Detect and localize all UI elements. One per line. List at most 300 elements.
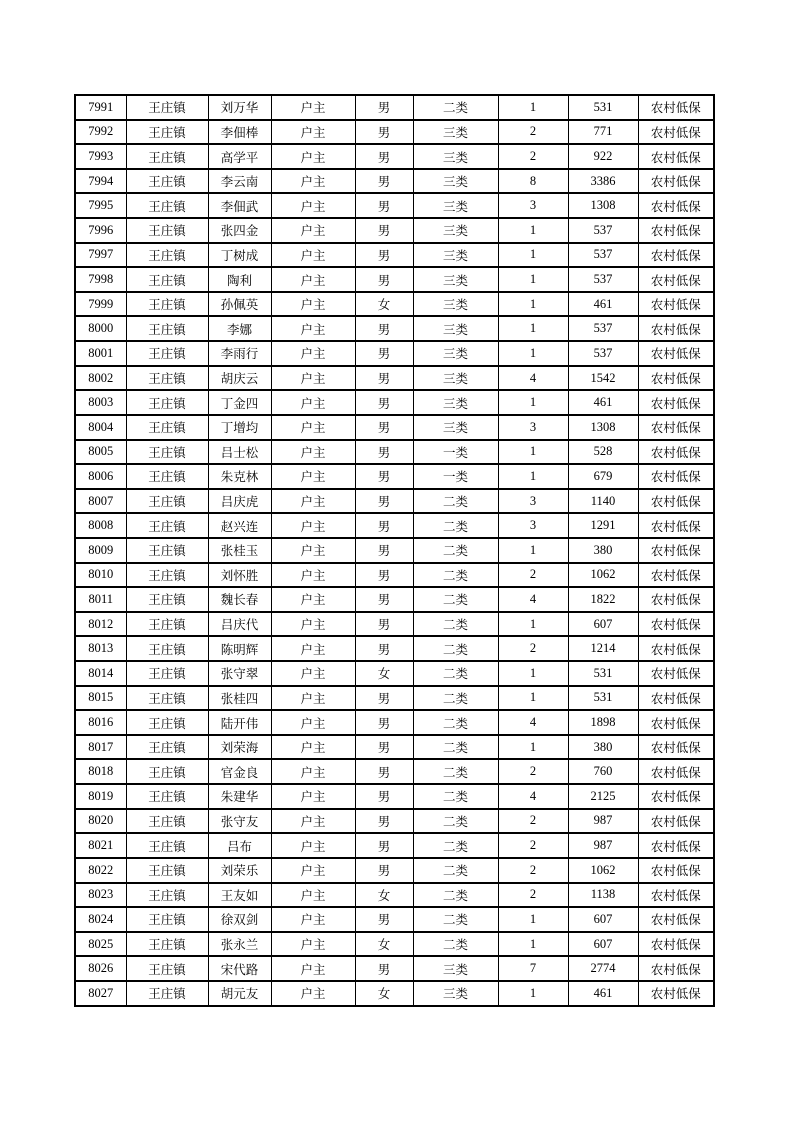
cell-gender: 男 <box>355 144 413 169</box>
cell-type: 农村低保 <box>638 316 714 341</box>
cell-members: 2 <box>498 858 568 883</box>
cell-id: 8002 <box>75 366 126 391</box>
cell-type: 农村低保 <box>638 415 714 440</box>
cell-type: 农村低保 <box>638 489 714 514</box>
cell-role: 户主 <box>271 563 355 588</box>
cell-type: 农村低保 <box>638 735 714 760</box>
cell-gender: 男 <box>355 120 413 145</box>
cell-role: 户主 <box>271 243 355 268</box>
cell-role: 户主 <box>271 513 355 538</box>
cell-id: 8019 <box>75 784 126 809</box>
cell-id: 8000 <box>75 316 126 341</box>
cell-id: 8025 <box>75 932 126 957</box>
cell-id: 7997 <box>75 243 126 268</box>
cell-name: 李雨行 <box>208 341 271 366</box>
cell-amount: 3386 <box>568 169 638 194</box>
cell-gender: 男 <box>355 686 413 711</box>
table-row <box>75 956 714 981</box>
cell-name: 陶利 <box>208 267 271 292</box>
cell-name: 王友如 <box>208 883 271 908</box>
cell-gender: 男 <box>355 587 413 612</box>
cell-role: 户主 <box>271 440 355 465</box>
cell-name: 吕布 <box>208 833 271 858</box>
cell-role: 户主 <box>271 120 355 145</box>
cell-gender: 男 <box>355 833 413 858</box>
cell-gender: 男 <box>355 710 413 735</box>
cell-amount: 771 <box>568 120 638 145</box>
cell-role: 户主 <box>271 858 355 883</box>
table-row <box>75 759 714 784</box>
cell-role: 户主 <box>271 587 355 612</box>
cell-type: 农村低保 <box>638 784 714 809</box>
cell-amount: 380 <box>568 735 638 760</box>
cell-category: 三类 <box>413 956 498 981</box>
table-row <box>75 267 714 292</box>
cell-amount: 1308 <box>568 193 638 218</box>
cell-amount: 537 <box>568 267 638 292</box>
cell-id: 8005 <box>75 440 126 465</box>
cell-category: 三类 <box>413 243 498 268</box>
cell-name: 吕庆代 <box>208 612 271 637</box>
cell-gender: 女 <box>355 981 413 1006</box>
cell-name: 张桂玉 <box>208 538 271 563</box>
cell-role: 户主 <box>271 686 355 711</box>
cell-amount: 461 <box>568 981 638 1006</box>
cell-category: 一类 <box>413 464 498 489</box>
cell-gender: 男 <box>355 218 413 243</box>
table-body <box>75 95 714 1006</box>
cell-id: 8023 <box>75 883 126 908</box>
cell-category: 三类 <box>413 366 498 391</box>
cell-town: 王庄镇 <box>126 833 208 858</box>
cell-gender: 女 <box>355 292 413 317</box>
cell-gender: 男 <box>355 538 413 563</box>
cell-amount: 607 <box>568 907 638 932</box>
cell-type: 农村低保 <box>638 636 714 661</box>
cell-role: 户主 <box>271 883 355 908</box>
table-row <box>75 120 714 145</box>
cell-members: 1 <box>498 218 568 243</box>
cell-category: 二类 <box>413 612 498 637</box>
cell-gender: 男 <box>355 563 413 588</box>
cell-members: 1 <box>498 661 568 686</box>
cell-category: 二类 <box>413 95 498 120</box>
cell-role: 户主 <box>271 341 355 366</box>
table-row <box>75 784 714 809</box>
cell-name: 陈明辉 <box>208 636 271 661</box>
cell-role: 户主 <box>271 833 355 858</box>
table-row <box>75 144 714 169</box>
cell-id: 8011 <box>75 587 126 612</box>
cell-town: 王庄镇 <box>126 759 208 784</box>
cell-type: 农村低保 <box>638 661 714 686</box>
cell-town: 王庄镇 <box>126 366 208 391</box>
cell-type: 农村低保 <box>638 218 714 243</box>
cell-category: 三类 <box>413 316 498 341</box>
cell-category: 二类 <box>413 759 498 784</box>
table-row <box>75 686 714 711</box>
cell-gender: 男 <box>355 956 413 981</box>
cell-name: 官金良 <box>208 759 271 784</box>
cell-members: 4 <box>498 784 568 809</box>
cell-role: 户主 <box>271 661 355 686</box>
cell-gender: 男 <box>355 267 413 292</box>
cell-id: 8009 <box>75 538 126 563</box>
cell-town: 王庄镇 <box>126 390 208 415</box>
cell-role: 户主 <box>271 218 355 243</box>
cell-name: 吕庆虎 <box>208 489 271 514</box>
cell-category: 二类 <box>413 538 498 563</box>
cell-name: 张守翠 <box>208 661 271 686</box>
cell-members: 2 <box>498 759 568 784</box>
cell-name: 孙佩英 <box>208 292 271 317</box>
cell-type: 农村低保 <box>638 95 714 120</box>
cell-category: 三类 <box>413 415 498 440</box>
cell-amount: 987 <box>568 833 638 858</box>
table-row <box>75 661 714 686</box>
cell-type: 农村低保 <box>638 267 714 292</box>
cell-gender: 男 <box>355 390 413 415</box>
cell-members: 1 <box>498 735 568 760</box>
cell-type: 农村低保 <box>638 612 714 637</box>
cell-role: 户主 <box>271 169 355 194</box>
cell-town: 王庄镇 <box>126 218 208 243</box>
cell-name: 刘怀胜 <box>208 563 271 588</box>
cell-town: 王庄镇 <box>126 809 208 834</box>
cell-type: 农村低保 <box>638 440 714 465</box>
table-row <box>75 907 714 932</box>
cell-id: 8001 <box>75 341 126 366</box>
subsistence-allowance-table <box>74 94 715 1007</box>
table-row <box>75 612 714 637</box>
cell-id: 7992 <box>75 120 126 145</box>
table-row <box>75 95 714 120</box>
cell-gender: 男 <box>355 735 413 760</box>
cell-amount: 531 <box>568 661 638 686</box>
table-row <box>75 366 714 391</box>
cell-amount: 1822 <box>568 587 638 612</box>
cell-role: 户主 <box>271 735 355 760</box>
table-row <box>75 440 714 465</box>
cell-town: 王庄镇 <box>126 907 208 932</box>
cell-town: 王庄镇 <box>126 513 208 538</box>
cell-town: 王庄镇 <box>126 341 208 366</box>
cell-role: 户主 <box>271 415 355 440</box>
cell-type: 农村低保 <box>638 587 714 612</box>
cell-name: 李佃武 <box>208 193 271 218</box>
cell-role: 户主 <box>271 612 355 637</box>
cell-id: 8012 <box>75 612 126 637</box>
cell-town: 王庄镇 <box>126 784 208 809</box>
cell-members: 2 <box>498 144 568 169</box>
cell-type: 农村低保 <box>638 759 714 784</box>
cell-category: 二类 <box>413 686 498 711</box>
cell-town: 王庄镇 <box>126 587 208 612</box>
cell-town: 王庄镇 <box>126 612 208 637</box>
cell-amount: 2125 <box>568 784 638 809</box>
cell-amount: 380 <box>568 538 638 563</box>
cell-category: 二类 <box>413 710 498 735</box>
cell-id: 8006 <box>75 464 126 489</box>
cell-id: 8022 <box>75 858 126 883</box>
cell-id: 8027 <box>75 981 126 1006</box>
cell-amount: 1138 <box>568 883 638 908</box>
cell-members: 1 <box>498 292 568 317</box>
cell-name: 李娜 <box>208 316 271 341</box>
cell-category: 二类 <box>413 587 498 612</box>
cell-members: 2 <box>498 833 568 858</box>
cell-town: 王庄镇 <box>126 316 208 341</box>
cell-type: 农村低保 <box>638 292 714 317</box>
cell-members: 1 <box>498 612 568 637</box>
cell-name: 张四金 <box>208 218 271 243</box>
cell-name: 丁金四 <box>208 390 271 415</box>
cell-role: 户主 <box>271 636 355 661</box>
cell-amount: 461 <box>568 390 638 415</box>
cell-type: 农村低保 <box>638 120 714 145</box>
cell-category: 二类 <box>413 809 498 834</box>
cell-members: 3 <box>498 489 568 514</box>
cell-id: 8014 <box>75 661 126 686</box>
cell-category: 一类 <box>413 440 498 465</box>
cell-id: 8007 <box>75 489 126 514</box>
cell-role: 户主 <box>271 932 355 957</box>
cell-amount: 760 <box>568 759 638 784</box>
cell-gender: 男 <box>355 636 413 661</box>
cell-name: 朱克林 <box>208 464 271 489</box>
cell-category: 二类 <box>413 883 498 908</box>
cell-id: 7995 <box>75 193 126 218</box>
cell-role: 户主 <box>271 784 355 809</box>
cell-members: 8 <box>498 169 568 194</box>
cell-type: 农村低保 <box>638 464 714 489</box>
cell-id: 7994 <box>75 169 126 194</box>
cell-amount: 679 <box>568 464 638 489</box>
cell-role: 户主 <box>271 144 355 169</box>
cell-role: 户主 <box>271 193 355 218</box>
cell-members: 2 <box>498 120 568 145</box>
cell-id: 7991 <box>75 95 126 120</box>
cell-id: 8008 <box>75 513 126 538</box>
cell-type: 农村低保 <box>638 833 714 858</box>
cell-name: 刘荣乐 <box>208 858 271 883</box>
cell-category: 三类 <box>413 341 498 366</box>
cell-gender: 女 <box>355 661 413 686</box>
cell-role: 户主 <box>271 538 355 563</box>
cell-gender: 男 <box>355 759 413 784</box>
cell-id: 7996 <box>75 218 126 243</box>
cell-name: 赵兴连 <box>208 513 271 538</box>
cell-category: 二类 <box>413 858 498 883</box>
cell-amount: 1062 <box>568 563 638 588</box>
table-row <box>75 710 714 735</box>
cell-category: 三类 <box>413 120 498 145</box>
cell-town: 王庄镇 <box>126 883 208 908</box>
cell-town: 王庄镇 <box>126 193 208 218</box>
table-row <box>75 316 714 341</box>
cell-town: 王庄镇 <box>126 563 208 588</box>
cell-members: 1 <box>498 464 568 489</box>
cell-name: 高学平 <box>208 144 271 169</box>
cell-members: 4 <box>498 710 568 735</box>
table-row <box>75 735 714 760</box>
cell-amount: 537 <box>568 218 638 243</box>
cell-gender: 女 <box>355 932 413 957</box>
cell-name: 朱建华 <box>208 784 271 809</box>
cell-role: 户主 <box>271 759 355 784</box>
cell-gender: 男 <box>355 341 413 366</box>
cell-category: 二类 <box>413 513 498 538</box>
cell-town: 王庄镇 <box>126 243 208 268</box>
cell-members: 2 <box>498 636 568 661</box>
cell-id: 8018 <box>75 759 126 784</box>
cell-members: 1 <box>498 95 568 120</box>
cell-role: 户主 <box>271 710 355 735</box>
cell-members: 1 <box>498 686 568 711</box>
cell-town: 王庄镇 <box>126 661 208 686</box>
cell-category: 三类 <box>413 193 498 218</box>
cell-members: 1 <box>498 907 568 932</box>
cell-role: 户主 <box>271 95 355 120</box>
cell-type: 农村低保 <box>638 243 714 268</box>
cell-name: 陆开伟 <box>208 710 271 735</box>
cell-gender: 男 <box>355 858 413 883</box>
table-row <box>75 390 714 415</box>
cell-amount: 1062 <box>568 858 638 883</box>
cell-type: 农村低保 <box>638 538 714 563</box>
cell-members: 3 <box>498 513 568 538</box>
cell-town: 王庄镇 <box>126 858 208 883</box>
cell-town: 王庄镇 <box>126 292 208 317</box>
cell-id: 8026 <box>75 956 126 981</box>
cell-name: 张守友 <box>208 809 271 834</box>
cell-id: 8024 <box>75 907 126 932</box>
cell-role: 户主 <box>271 464 355 489</box>
cell-members: 1 <box>498 440 568 465</box>
cell-name: 徐双剑 <box>208 907 271 932</box>
cell-amount: 537 <box>568 243 638 268</box>
table-row <box>75 243 714 268</box>
cell-gender: 男 <box>355 95 413 120</box>
cell-amount: 2774 <box>568 956 638 981</box>
cell-id: 7999 <box>75 292 126 317</box>
cell-id: 8013 <box>75 636 126 661</box>
cell-id: 8015 <box>75 686 126 711</box>
cell-role: 户主 <box>271 366 355 391</box>
table-row <box>75 833 714 858</box>
cell-role: 户主 <box>271 267 355 292</box>
cell-amount: 1214 <box>568 636 638 661</box>
cell-amount: 537 <box>568 316 638 341</box>
cell-members: 2 <box>498 563 568 588</box>
cell-id: 7993 <box>75 144 126 169</box>
cell-name: 丁增均 <box>208 415 271 440</box>
cell-role: 户主 <box>271 907 355 932</box>
cell-name: 胡庆云 <box>208 366 271 391</box>
table-row <box>75 218 714 243</box>
cell-category: 二类 <box>413 636 498 661</box>
cell-category: 三类 <box>413 144 498 169</box>
table-row <box>75 193 714 218</box>
cell-gender: 男 <box>355 440 413 465</box>
cell-amount: 987 <box>568 809 638 834</box>
cell-town: 王庄镇 <box>126 415 208 440</box>
cell-category: 三类 <box>413 267 498 292</box>
cell-category: 三类 <box>413 390 498 415</box>
cell-name: 魏长春 <box>208 587 271 612</box>
cell-category: 二类 <box>413 661 498 686</box>
cell-members: 1 <box>498 341 568 366</box>
cell-type: 农村低保 <box>638 956 714 981</box>
cell-amount: 537 <box>568 341 638 366</box>
cell-type: 农村低保 <box>638 710 714 735</box>
cell-gender: 男 <box>355 366 413 391</box>
cell-amount: 922 <box>568 144 638 169</box>
cell-name: 李云南 <box>208 169 271 194</box>
cell-category: 二类 <box>413 489 498 514</box>
cell-town: 王庄镇 <box>126 489 208 514</box>
table-row <box>75 587 714 612</box>
cell-type: 农村低保 <box>638 686 714 711</box>
cell-name: 张永兰 <box>208 932 271 957</box>
cell-type: 农村低保 <box>638 907 714 932</box>
cell-amount: 1291 <box>568 513 638 538</box>
cell-amount: 531 <box>568 95 638 120</box>
cell-gender: 男 <box>355 193 413 218</box>
cell-name: 张桂四 <box>208 686 271 711</box>
cell-members: 1 <box>498 316 568 341</box>
cell-members: 1 <box>498 981 568 1006</box>
cell-role: 户主 <box>271 316 355 341</box>
cell-town: 王庄镇 <box>126 686 208 711</box>
cell-category: 二类 <box>413 784 498 809</box>
cell-gender: 男 <box>355 316 413 341</box>
cell-town: 王庄镇 <box>126 538 208 563</box>
cell-amount: 461 <box>568 292 638 317</box>
cell-gender: 男 <box>355 809 413 834</box>
table-row <box>75 415 714 440</box>
cell-members: 3 <box>498 193 568 218</box>
cell-members: 1 <box>498 538 568 563</box>
cell-town: 王庄镇 <box>126 710 208 735</box>
cell-town: 王庄镇 <box>126 464 208 489</box>
cell-gender: 男 <box>355 489 413 514</box>
cell-id: 8016 <box>75 710 126 735</box>
cell-type: 农村低保 <box>638 858 714 883</box>
cell-gender: 男 <box>355 612 413 637</box>
cell-gender: 男 <box>355 415 413 440</box>
cell-town: 王庄镇 <box>126 735 208 760</box>
cell-gender: 男 <box>355 169 413 194</box>
cell-town: 王庄镇 <box>126 981 208 1006</box>
cell-gender: 女 <box>355 883 413 908</box>
cell-name: 胡元友 <box>208 981 271 1006</box>
cell-role: 户主 <box>271 956 355 981</box>
cell-members: 7 <box>498 956 568 981</box>
cell-category: 二类 <box>413 907 498 932</box>
cell-id: 8003 <box>75 390 126 415</box>
cell-amount: 1898 <box>568 710 638 735</box>
cell-id: 8020 <box>75 809 126 834</box>
cell-members: 2 <box>498 883 568 908</box>
cell-members: 1 <box>498 243 568 268</box>
cell-members: 1 <box>498 390 568 415</box>
cell-id: 7998 <box>75 267 126 292</box>
cell-category: 二类 <box>413 833 498 858</box>
cell-town: 王庄镇 <box>126 932 208 957</box>
cell-category: 三类 <box>413 981 498 1006</box>
cell-role: 户主 <box>271 809 355 834</box>
